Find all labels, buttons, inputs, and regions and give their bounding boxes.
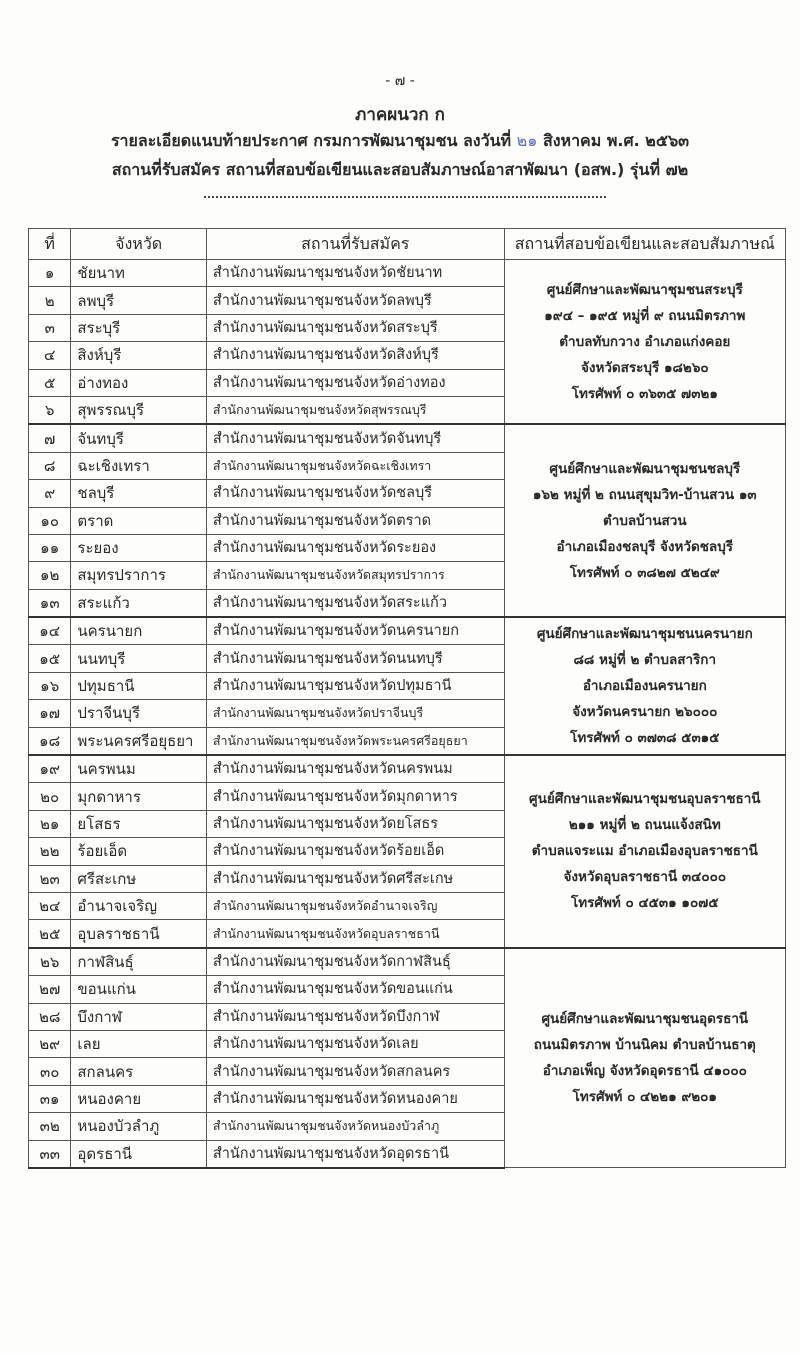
table-header-row bbox=[29, 229, 786, 260]
row-number: ๓๐ bbox=[29, 1058, 71, 1085]
table-body bbox=[29, 260, 786, 1168]
row-number: ๕ bbox=[29, 369, 71, 396]
exam-center-line: ๒๑๑ หมู่ที่ ๒ ถนนแจ้งสนิท bbox=[568, 817, 721, 834]
subtitle-prefix: รายละเอียดแนบท้ายประกาศ กรมการพัฒนาชุมชน ลงวันที่ bbox=[110, 131, 512, 150]
exam-center-line: ๑๖๒ หมู่ที่ ๒ ถนนสุขุมวิท-บ้านสวน ๑๓ bbox=[532, 486, 757, 503]
registration-office: สำนักงานพัฒนาชุมชนจังหวัดสุพรรณบุรี bbox=[206, 396, 504, 424]
registration-office: สำนักงานพัฒนาชุมชนจังหวัดนครพนม bbox=[206, 755, 504, 783]
subtitle-suffix: สิงหาคม พ.ศ. ๒๕๖๓ bbox=[542, 131, 690, 150]
subtitle-day: ๒๑ bbox=[516, 131, 538, 150]
province-name: ฉะเชิงเทรา bbox=[71, 452, 207, 479]
locations-table bbox=[28, 228, 786, 1169]
registration-office: สำนักงานพัฒนาชุมชนจังหวัดสิงห์บุรี bbox=[206, 342, 504, 369]
row-number: ๘ bbox=[29, 452, 71, 479]
province-name: สระบุรี bbox=[71, 314, 207, 341]
exam-center-line: ศูนย์ศึกษาและพัฒนาชุมชนชลบุรี bbox=[549, 460, 741, 477]
exam-center-line: ศูนย์ศึกษาและพัฒนาชุมชนนครนายก bbox=[536, 626, 753, 643]
exam-center-line: อำเภอเมืองนครนายก bbox=[582, 678, 707, 695]
row-number: ๑๙ bbox=[29, 755, 71, 783]
exam-center-line: โทรศัพท์ ๐ ๔๒๒๑ ๙๒๐๑ bbox=[572, 1089, 717, 1106]
province-name: อุบลราชธานี bbox=[71, 920, 207, 948]
registration-office: สำนักงานพัฒนาชุมชนจังหวัดอำนาจเจริญ bbox=[206, 892, 504, 919]
row-number: ๓๑ bbox=[29, 1085, 71, 1112]
registration-office: สำนักงานพัฒนาชุมชนจังหวัดระยอง bbox=[206, 534, 504, 561]
exam-center-line: ๘๘ หมู่ที่ ๒ ตำบลสาริกา bbox=[573, 652, 717, 669]
registration-office: สำนักงานพัฒนาชุมชนจังหวัดเลย bbox=[206, 1030, 504, 1057]
row-number: ๓ bbox=[29, 314, 71, 341]
exam-center-line: จังหวัดนครนายก ๒๖๐๐๐ bbox=[572, 704, 718, 721]
exam-center-cell bbox=[504, 948, 785, 1168]
province-name: พระนครศรีอยุธยา bbox=[71, 727, 207, 755]
province-name: ชลบุรี bbox=[71, 480, 207, 507]
table-row bbox=[29, 424, 786, 452]
registration-office: สำนักงานพัฒนาชุมชนจังหวัดมุกดาหาร bbox=[206, 783, 504, 810]
exam-center-line: ศูนย์ศึกษาและพัฒนาชุมชนอุดรธานี bbox=[541, 1011, 749, 1028]
province-name: สิงห์บุรี bbox=[71, 342, 207, 369]
province-name: นนทบุรี bbox=[71, 645, 207, 672]
registration-office: สำนักงานพัฒนาชุมชนจังหวัดยโสธร bbox=[206, 810, 504, 837]
registration-office: สำนักงานพัฒนาชุมชนจังหวัดสมุทรปราการ bbox=[206, 562, 504, 589]
table-row bbox=[29, 755, 786, 783]
exam-center-line: ศูนย์ศึกษาและพัฒนาชุมชนสระบุรี bbox=[546, 281, 743, 298]
registration-office: สำนักงานพัฒนาชุมชนจังหวัดหนองบัวลำภู bbox=[206, 1113, 504, 1140]
row-number: ๗ bbox=[29, 424, 71, 452]
document-subtitle: สถานที่รับสมัคร สถานที่สอบข้อเขียนและสอบสัมภาษณ์อาสาพัฒนา (อสพ.) รุ่นที่ ๗๒ bbox=[111, 160, 689, 179]
row-number: ๑๓ bbox=[29, 589, 71, 617]
province-name: บึงกาฬ bbox=[71, 1003, 207, 1030]
registration-office: สำนักงานพัฒนาชุมชนจังหวัดพระนครศรีอยุธยา bbox=[206, 727, 504, 755]
registration-office: สำนักงานพัฒนาชุมชนจังหวัดอุดรธานี bbox=[206, 1140, 504, 1168]
row-number: ๒๗ bbox=[29, 976, 71, 1003]
exam-center-line: อำเภอเพ็ญ จังหวัดอุดรธานี ๔๑๐๐๐ bbox=[542, 1063, 747, 1080]
row-number: ๒๔ bbox=[29, 892, 71, 919]
registration-office: สำนักงานพัฒนาชุมชนจังหวัดสกลนคร bbox=[206, 1058, 504, 1085]
row-number: ๑๑ bbox=[29, 534, 71, 561]
row-number: ๑๔ bbox=[29, 617, 71, 645]
row-number: ๖ bbox=[29, 396, 71, 424]
exam-center-line: ตำบลบ้านสวน bbox=[602, 512, 687, 529]
row-number: ๓๒ bbox=[29, 1113, 71, 1140]
row-number: ๑๒ bbox=[29, 562, 71, 589]
registration-office: สำนักงานพัฒนาชุมชนจังหวัดร้อยเอ็ด bbox=[206, 838, 504, 865]
table-row bbox=[29, 617, 786, 645]
registration-office: สำนักงานพัฒนาชุมชนจังหวัดฉะเชิงเทรา bbox=[206, 452, 504, 479]
col-header-registration: สถานที่รับสมัคร bbox=[206, 229, 504, 260]
province-name: ยโสธร bbox=[71, 810, 207, 837]
province-name: เลย bbox=[71, 1030, 207, 1057]
row-number: ๒๑ bbox=[29, 810, 71, 837]
province-name: ระยอง bbox=[71, 534, 207, 561]
exam-center-line: จังหวัดสระบุรี ๑๘๒๖๐ bbox=[580, 359, 709, 376]
province-name: อำนาจเจริญ bbox=[71, 892, 207, 919]
row-number: ๑๐ bbox=[29, 507, 71, 534]
registration-office: สำนักงานพัฒนาชุมชนจังหวัดบึงกาฬ bbox=[206, 1003, 504, 1030]
col-header-province: จังหวัด bbox=[71, 229, 207, 260]
exam-center-line: ศูนย์ศึกษาและพัฒนาชุมชนอุบลราชธานี bbox=[529, 791, 761, 808]
registration-office: สำนักงานพัฒนาชุมชนจังหวัดหนองคาย bbox=[206, 1085, 504, 1112]
exam-center-line: ถนนมิตรภาพ บ้านนิคม ตำบลบ้านธาตุ bbox=[533, 1037, 756, 1054]
registration-office: สำนักงานพัฒนาชุมชนจังหวัดนครนายก bbox=[206, 617, 504, 645]
table-row bbox=[29, 260, 786, 287]
registration-office: สำนักงานพัฒนาชุมชนจังหวัดจันทบุรี bbox=[206, 424, 504, 452]
province-name: ชัยนาท bbox=[71, 260, 207, 287]
exam-center-line: โทรศัพท์ ๐ ๓๗๓๘ ๕๓๑๕ bbox=[570, 730, 720, 747]
province-name: ร้อยเอ็ด bbox=[71, 838, 207, 865]
row-number: ๒๐ bbox=[29, 783, 71, 810]
col-header-no: ที่ bbox=[29, 229, 71, 260]
province-name: ปทุมธานี bbox=[71, 672, 207, 699]
col-header-exam-center: สถานที่สอบข้อเขียนและสอบสัมภาษณ์ bbox=[504, 229, 785, 260]
registration-office: สำนักงานพัฒนาชุมชนจังหวัดชลบุรี bbox=[206, 480, 504, 507]
province-name: นครพนม bbox=[71, 755, 207, 783]
row-number: ๒๕ bbox=[29, 920, 71, 948]
row-number: ๑ bbox=[29, 260, 71, 287]
registration-office: สำนักงานพัฒนาชุมชนจังหวัดสระแก้ว bbox=[206, 589, 504, 617]
appendix-title: ภาคผนวก ก bbox=[355, 105, 445, 125]
exam-center-line: โทรศัพท์ ๐ ๔๕๓๑ ๑๐๗๕ bbox=[571, 895, 719, 912]
registration-office: สำนักงานพัฒนาชุมชนจังหวัดชัยนาท bbox=[206, 260, 504, 287]
registration-office: สำนักงานพัฒนาชุมชนจังหวัดปราจีนบุรี bbox=[206, 700, 504, 727]
province-name: ศรีสะเกษ bbox=[71, 865, 207, 892]
exam-center-line: โทรศัพท์ ๐ ๓๖๓๕ ๗๓๒๑ bbox=[571, 385, 718, 402]
registration-office: สำนักงานพัฒนาชุมชนจังหวัดกาฬสินธุ์ bbox=[206, 948, 504, 976]
announcement-subtitle bbox=[0, 129, 800, 154]
row-number: ๑๕ bbox=[29, 645, 71, 672]
row-number: ๒ bbox=[29, 287, 71, 314]
province-name: จันทบุรี bbox=[71, 424, 207, 452]
exam-center-line: ตำบลแจระแม อำเภอเมืองอุบลราชธานี bbox=[531, 843, 758, 860]
province-name: อุดรธานี bbox=[71, 1140, 207, 1168]
province-name: มุกดาหาร bbox=[71, 783, 207, 810]
exam-center-cell bbox=[504, 755, 785, 948]
row-number: ๙ bbox=[29, 480, 71, 507]
exam-center-cell bbox=[504, 424, 785, 617]
row-number: ๒๓ bbox=[29, 865, 71, 892]
row-number: ๒๖ bbox=[29, 948, 71, 976]
registration-office: สำนักงานพัฒนาชุมชนจังหวัดนนทบุรี bbox=[206, 645, 504, 672]
registration-office: สำนักงานพัฒนาชุมชนจังหวัดปทุมธานี bbox=[206, 672, 504, 699]
province-name: ตราด bbox=[71, 507, 207, 534]
exam-center-line: จังหวัดอุบลราชธานี ๓๔๐๐๐ bbox=[563, 869, 727, 886]
row-number: ๔ bbox=[29, 342, 71, 369]
dotted-divider bbox=[204, 196, 606, 198]
province-name: ปราจีนบุรี bbox=[71, 700, 207, 727]
exam-center-line: ตำบลทับกวาง อำเภอแก่งคอย bbox=[559, 333, 731, 350]
row-number: ๒๙ bbox=[29, 1030, 71, 1057]
province-name: กาฬสินธุ์ bbox=[71, 948, 207, 976]
province-name: อ่างทอง bbox=[71, 369, 207, 396]
row-number: ๒๘ bbox=[29, 1003, 71, 1030]
registration-office: สำนักงานพัฒนาชุมชนจังหวัดอ่างทอง bbox=[206, 369, 504, 396]
exam-center-line: อำเภอเมืองชลบุรี จังหวัดชลบุรี bbox=[556, 538, 734, 555]
province-name: สุพรรณบุรี bbox=[71, 396, 207, 424]
registration-office: สำนักงานพัฒนาชุมชนจังหวัดสระบุรี bbox=[206, 314, 504, 341]
province-name: สกลนคร bbox=[71, 1058, 207, 1085]
province-name: หนองคาย bbox=[71, 1085, 207, 1112]
row-number: ๑๘ bbox=[29, 727, 71, 755]
row-number: ๒๒ bbox=[29, 838, 71, 865]
province-name: นครนายก bbox=[71, 617, 207, 645]
registration-office: สำนักงานพัฒนาชุมชนจังหวัดอุบลราชธานี bbox=[206, 920, 504, 948]
exam-center-line: ๑๙๔ – ๑๙๕ หมู่ที่ ๙ ถนนมิตรภาพ bbox=[544, 307, 746, 324]
province-name: ลพบุรี bbox=[71, 287, 207, 314]
row-number: ๓๓ bbox=[29, 1140, 71, 1168]
registration-office: สำนักงานพัฒนาชุมชนจังหวัดศรีสะเกษ bbox=[206, 865, 504, 892]
registration-office: สำนักงานพัฒนาชุมชนจังหวัดลพบุรี bbox=[206, 287, 504, 314]
exam-center-line: โทรศัพท์ ๐ ๓๘๒๗ ๕๒๔๙ bbox=[569, 564, 720, 581]
row-number: ๑๖ bbox=[29, 672, 71, 699]
province-name: สมุทรปราการ bbox=[71, 562, 207, 589]
table-row bbox=[29, 948, 786, 976]
province-name: หนองบัวลำภู bbox=[71, 1113, 207, 1140]
registration-office: สำนักงานพัฒนาชุมชนจังหวัดขอนแก่น bbox=[206, 976, 504, 1003]
registration-office: สำนักงานพัฒนาชุมชนจังหวัดตราด bbox=[206, 507, 504, 534]
row-number: ๑๗ bbox=[29, 700, 71, 727]
exam-center-cell bbox=[504, 260, 785, 425]
page-number: - ๗ - bbox=[385, 73, 415, 89]
exam-center-cell bbox=[504, 617, 785, 755]
province-name: ขอนแก่น bbox=[71, 976, 207, 1003]
province-name: สระแก้ว bbox=[71, 589, 207, 617]
